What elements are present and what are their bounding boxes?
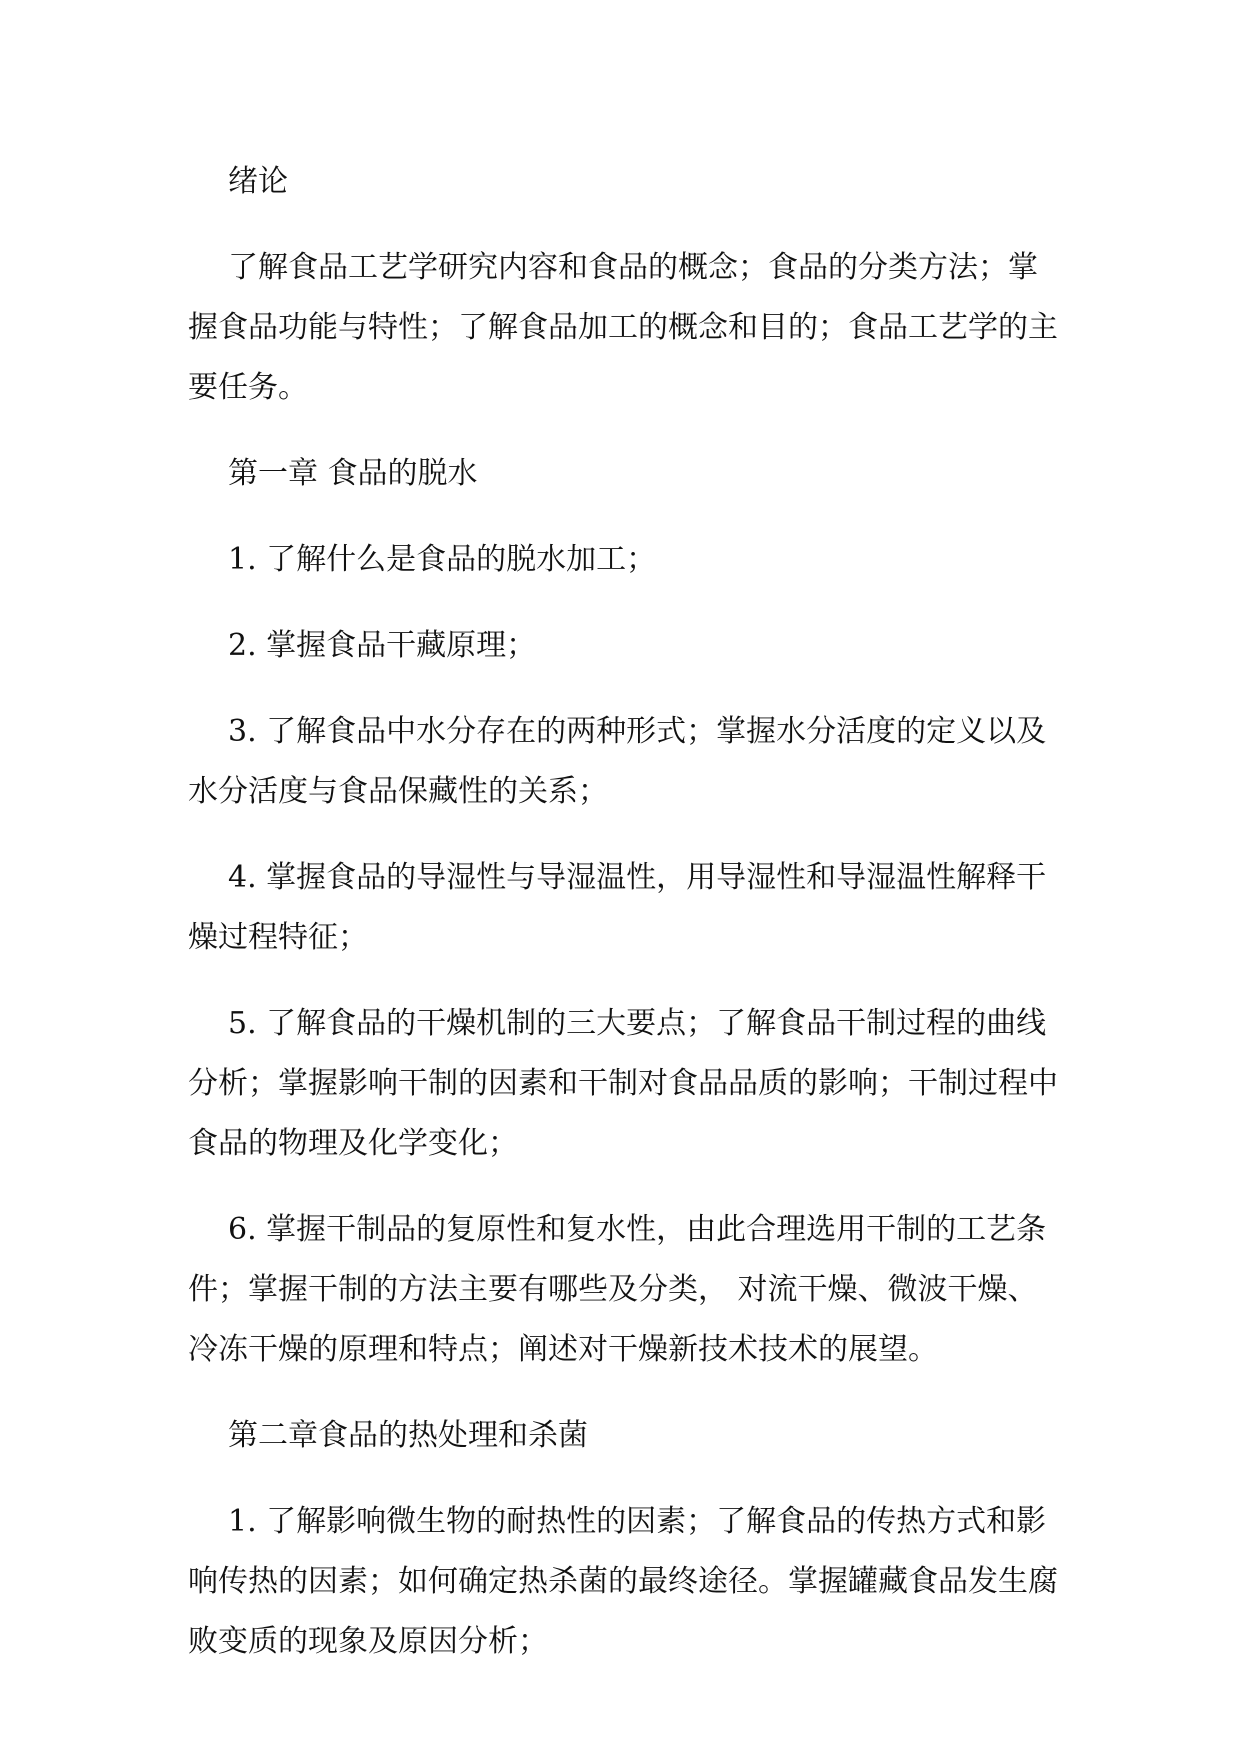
list-item-ch2-1: 1. 了解影响微生物的耐热性的因素；了解食品的传热方式和影响传热的因素；如何确定热杀菌的最终途径。掌握罐藏食品发生腐败变质的现象及原因分析； bbox=[188, 1504, 1058, 1659]
list-item-ch1-4: 4. 掌握食品的导湿性与导湿温性，用导湿性和导湿温性解释干燥过程特征； bbox=[188, 860, 1047, 955]
section-title-intro: 绪论 bbox=[228, 164, 288, 199]
chapter-title-2: 第二章食品的热处理和杀菌 bbox=[228, 1418, 588, 1453]
paragraph-intro: 了解食品工艺学研究内容和食品的概念；食品的分类方法；掌握食品功能与特性；了解食品加工的概念和目的；食品工艺学的主要任务。 bbox=[188, 250, 1058, 405]
list-item-ch1-6: 6. 掌握干制品的复原性和复水性，由此合理选用干制的工艺条件；掌握干制的方法主要有哪些及分类， 对流干燥、微波干燥、冷冻干燥的原理和特点；阐述对干燥新技术技术的展望。 bbox=[188, 1212, 1047, 1367]
list-item-ch1-2: 2. 掌握食品干藏原理； bbox=[228, 628, 537, 663]
chapter-title-1: 第一章 食品的脱水 bbox=[228, 456, 478, 491]
list-item-ch1-3: 3. 了解食品中水分存在的两种形式；掌握水分活度的定义以及水分活度与食品保藏性的关系； bbox=[188, 714, 1047, 809]
list-item-ch1-5: 5. 了解食品的干燥机制的三大要点；了解食品干制过程的曲线分析；掌握影响干制的因素和干制对食品品质的影响；干制过程中食品的物理及化学变化； bbox=[188, 1006, 1058, 1161]
list-item-ch1-1: 1. 了解什么是食品的脱水加工； bbox=[228, 542, 657, 577]
document-body bbox=[188, 152, 1062, 1698]
